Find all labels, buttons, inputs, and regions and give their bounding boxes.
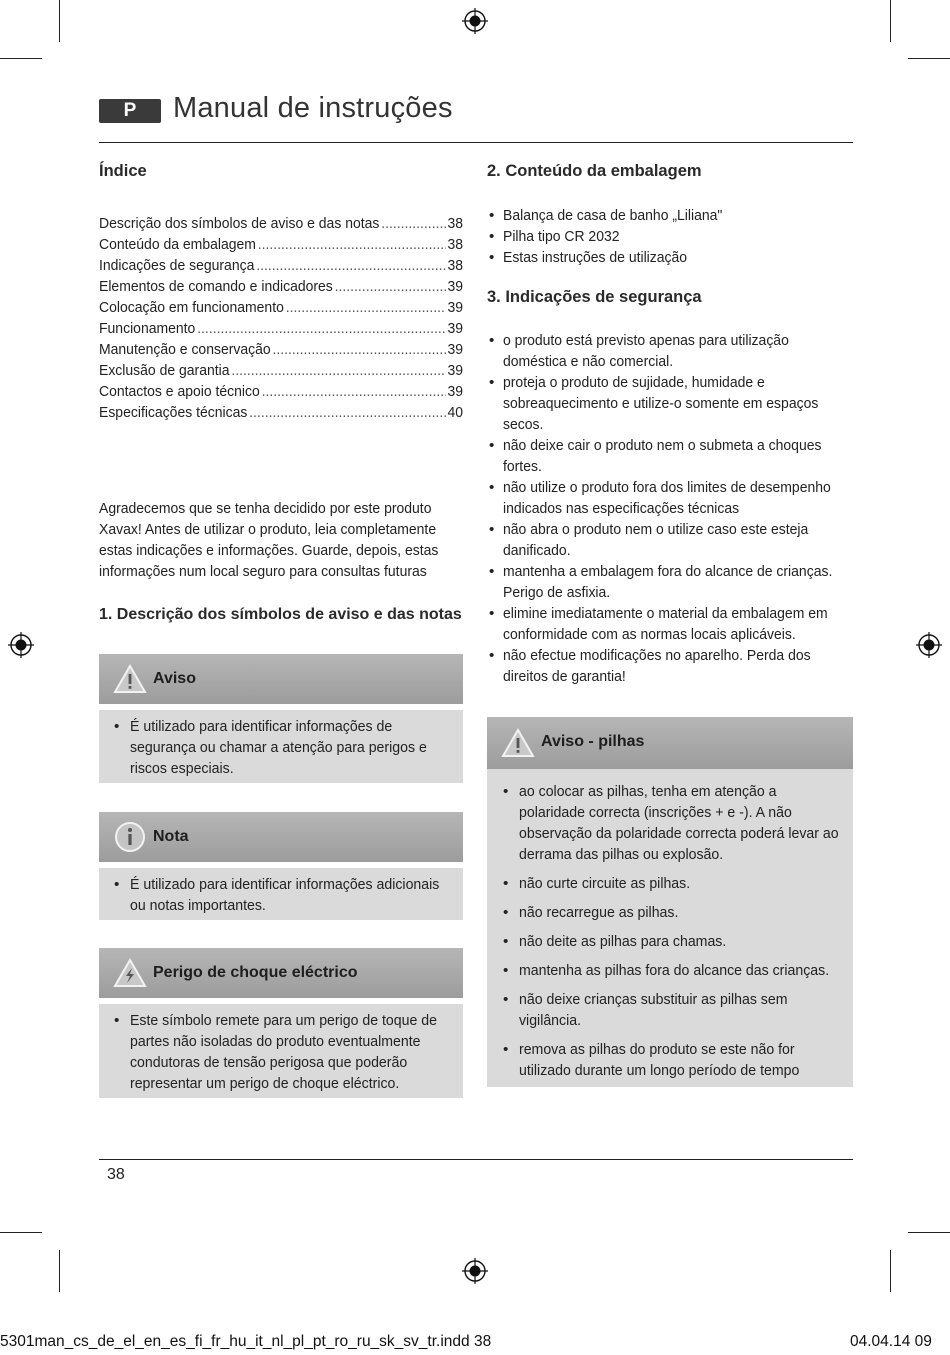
battery-warning-box-label: Aviso - pilhas [541,733,645,750]
toc-entry-page: 38 [447,236,464,253]
list-item: • Estas instruções de utilização [487,247,853,268]
toc-entry-page: 39 [447,278,464,295]
toc-entry-page: 39 [447,383,464,400]
toc-entry-text: Conteúdo da embalagem [99,236,256,253]
toc-entry[interactable] [99,297,463,318]
toc-entry-page: 39 [447,299,464,316]
toc-entry[interactable] [99,339,463,360]
note-box-label: Nota [153,828,189,845]
print-file-name: 5301man_cs_de_el_en_es_fi_fr_hu_it_nl_pl_pt_ro_ru_sk_sv_tr.indd 38 [0,1333,492,1350]
section-2-title: 2. Conteúdo da embalagem [487,162,702,180]
crop-mark [908,58,950,59]
footer-divider [99,1159,853,1160]
toc-entry-text: Funcionamento [99,320,196,337]
battery-warning-box-header [487,717,853,769]
warning-triangle-icon [113,663,147,695]
warning-box [99,654,463,783]
warning-box-label: Aviso [153,670,196,687]
toc-entry-text: Especificações técnicas [99,404,248,421]
toc-entry-text: Manutenção e conservação [99,341,271,358]
list-item: • não abra o produto nem o utilize caso este esteja danificado. [487,519,853,561]
electric-shock-icon [113,957,147,989]
list-item: • Balança de casa de banho „Liliana" [487,205,853,226]
warning-box-body [99,710,463,783]
warning-box-header [99,654,463,704]
toc-entry-text: Colocação em funcionamento [99,299,284,316]
document-title: Manual de instruções [173,92,453,124]
list-item [113,716,447,779]
crop-mark [0,58,42,59]
toc-entry-page: 39 [447,362,464,379]
list-item: • Pilha tipo CR 2032 [487,226,853,247]
language-badge: P [99,99,161,123]
safety-list [487,330,853,687]
toc-entry-page: 40 [447,404,464,421]
list-item: • remova as pilhas do produto se este não for utilizado durante um longo período de tempo [499,1039,841,1081]
package-contents-list [487,205,853,268]
battery-warning-box-body [487,769,853,1087]
right-column [487,162,853,1079]
toc-entry-page: 38 [447,215,464,232]
list-item [113,1010,447,1094]
intro-paragraph: Agradecemos que se tenha decidido por este produto Xavax! Antes de utilizar o produto, leia completamente estas indicações e informações. Guarde, depois, estas informações num local seguro para consultas futuras [99,500,439,580]
toc-entry-text: Elementos de comando e indicadores [99,278,333,295]
list-item: • elimine imediatamente o material da embalagem em conformidade com as normas locais aplicáveis. [487,603,853,645]
electric-shock-box-label: Perigo de choque eléctrico [153,964,358,981]
toc-entry-text: Exclusão de garantia [99,362,230,379]
crop-mark [0,1232,42,1233]
list-item: • não deite as pilhas para chamas. [499,931,841,952]
crop-mark [908,1232,950,1233]
electric-shock-box-text: Este símbolo remete para um perigo de toque de partes não isoladas do produto eventualmente condutoras de tensão perigosa que poderão representar um perigo de choque eléctrico. [130,1012,438,1092]
electric-shock-box-header [99,948,463,998]
page-number: 38 [107,1166,125,1183]
toc-entry-text: Contactos e apoio técnico [99,383,260,400]
toc-entry[interactable] [99,318,463,339]
toc-entry-text: Descrição dos símbolos de aviso e das notas [99,215,380,232]
toc-entry[interactable] [99,276,463,297]
crop-mark [890,0,891,42]
left-column [99,162,463,624]
warning-triangle-icon [501,727,535,759]
list-item: • não deixe cair o produto nem o submeta a choques fortes. [487,435,853,477]
toc-entry[interactable] [99,381,463,402]
list-item: • o produto está previsto apenas para utilização doméstica e não comercial. [487,330,853,372]
list-item: • proteja o produto de sujidade, humidade e sobreaquecimento e utilize-o somente em espaços secos. [487,372,853,435]
crop-mark [59,1250,60,1292]
list-item: • não curte circuite as pilhas. [499,873,841,894]
battery-warning-box [487,717,853,1087]
crop-mark [59,0,60,42]
toc-entry[interactable] [99,234,463,255]
header-divider [99,142,853,143]
note-box [99,812,463,920]
note-box-header [99,812,463,862]
toc-entry[interactable] [99,402,463,423]
toc-entry[interactable] [99,255,463,276]
registration-mark-icon [460,6,490,36]
toc-entry[interactable] [99,360,463,381]
note-box-body [99,868,463,920]
electric-shock-box [99,948,463,1098]
info-circle-icon [113,820,147,854]
toc-entry-page: 39 [447,341,464,358]
section-1-title: 1. Descrição dos símbolos de aviso e das notas [99,606,462,623]
note-box-text: É utilizado para identificar informações adicionais ou notas importantes. [130,876,440,914]
list-item: • mantenha as pilhas fora do alcance das crianças. [499,960,841,981]
section-3-title: 3. Indicações de segurança [487,288,702,306]
crop-mark [890,1250,891,1292]
list-item: • não utilize o produto fora dos limites de desempenho indicados nas especificações técnicas [487,477,853,519]
print-date: 04.04.14 09 [850,1333,932,1350]
list-item: • não efectue modificações no aparelho. Perda dos direitos de garantia! [487,645,853,687]
electric-shock-box-body [99,1004,463,1098]
registration-mark-icon [6,630,36,660]
toc-entry-text: Indicações de segurança [99,257,255,274]
list-item: • não recarregue as pilhas. [499,902,841,923]
list-item: • ao colocar as pilhas, tenha em atenção a polaridade correcta (inscrições + e -). A não observação da polaridade correcta poderá levar ao derrama das pilhas ou explosão. [499,781,841,865]
list-item: • mantenha a embalagem fora do alcance de crianças. Perigo de asfixia. [487,561,853,603]
table-of-contents [99,213,463,423]
toc-heading: Índice [99,162,147,180]
toc-entry[interactable] [99,213,463,234]
toc-entry-page: 38 [447,257,464,274]
registration-mark-icon [914,630,944,660]
toc-entry-page: 39 [447,320,464,337]
warning-box-text: É utilizado para identificar informações de segurança ou chamar a atenção para perigos e riscos especiais. [130,718,427,777]
list-item [113,874,447,916]
registration-mark-icon [460,1256,490,1286]
list-item: • não deixe crianças substituir as pilhas sem vigilância. [499,989,841,1031]
